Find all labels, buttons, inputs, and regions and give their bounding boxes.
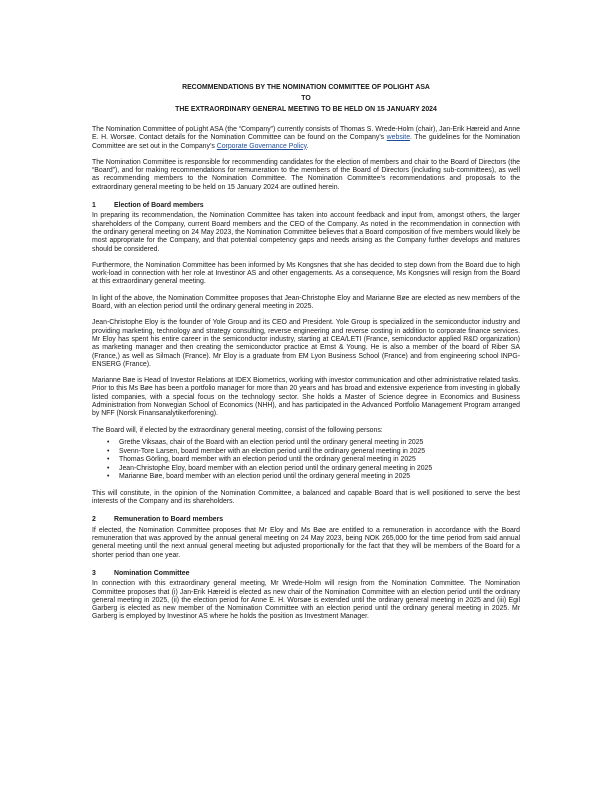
section-3-heading (92, 570, 520, 578)
section-1-number: 1 (92, 202, 96, 210)
corporate-governance-policy-link[interactable]: Corporate Governance Policy (216, 142, 307, 150)
list-item: • Thomas Görling, board member with an election period until the ordinary general meeting in 2025 (107, 456, 520, 465)
section-2-paragraph-1: If elected, the Nomination Committee proposes that Mr Eloy and Ms Bøe are entitled to a remuneration in accordance with the Board remuneration that was approved by the annual general meeting on 24 May 2023, being NOK 265,000 for the time period from said annual general meeting until the next annual general meeting but adjusted proportionally for the fact that they will be members of the Board for a shorter period than one year. (92, 526, 520, 559)
website-link[interactable]: website (386, 134, 411, 142)
section-2-heading (92, 516, 520, 524)
title-line-2: TO (301, 95, 311, 102)
intro-text-2: . The guidelines for the Nomination Committee are set out in the Company’s (92, 134, 520, 150)
section-1-paragraph-7: This will constitute, in the opinion of the Nomination Committee, a balanced and capable Board that is well positioned to serve the best interests of the Company and its shareholders. (92, 489, 520, 506)
intro-text-1: The Nomination Committee of poLight ASA (the “Company”) currently consists of Thomas S. Wrede-Holm (chair), Jan-Erik Hæreid and Anne E. H. Worsøe. Contact details for the Nomination Committee can be found on the Company’s (92, 126, 520, 142)
list-item: • Svenn-Tore Larsen, board member with an election period until the ordinary general meeting in 2025 (107, 448, 520, 457)
section-1-heading (92, 202, 520, 210)
section-3-number: 3 (92, 569, 96, 577)
section-2-number: 2 (92, 516, 96, 524)
list-item: • Grethe Viksaas, chair of the Board with an election period until the ordinary general meeting in 2025 (107, 439, 520, 448)
title-line-1: RECOMMENDATIONS BY THE NOMINATION COMMITTEE OF POLIGHT ASA (182, 84, 430, 91)
list-item: • Jean-Christophe Eloy, board member with an election period until the ordinary general meeting in 2025 (107, 465, 520, 474)
section-1-paragraph-3: In light of the above, the Nomination Committee proposes that Jean-Christophe Eloy and Marianne Bøe are elected as new members of the Board, with an election period until the ordinary general meeting in 2025. (92, 294, 520, 311)
intro-paragraph-1 (92, 126, 520, 151)
intro-paragraph-2: The Nomination Committee is responsible for recommending candidates for the election of members and chair to the Board of Directors (the “Board”), and for making recommendations for remuneration to the members of the Board of Directors (including sub-committees), as well as recommending members to the Nomination Committee. The Nomination Committee’s recommendations and proposals to the extraordinary general meeting to be held on 15 January 2024 are outlined herein. (92, 158, 520, 191)
section-3-title: Nomination Committee (114, 569, 190, 577)
document-title (92, 82, 520, 115)
section-1-paragraph-6: The Board will, if elected by the extraordinary general meeting, consist of the following persons: (92, 426, 383, 434)
section-1-paragraph-1: In preparing its recommendation, the Nomination Committee has taken into account feedback and input from, amongst others, the larger shareholders of the Company, current Board members and the CEO of the Company. As noted in the recommendation in connection with the ordinary general meeting on 24 May 2023, the Nomination Committee believes that a Board composition of five members would likely be most appropriate for the Company, and that potential competency gaps and needs arising as the Company further develops and matures should be considered. (92, 212, 520, 253)
list-item: • Marianne Bøe, board member with an election period until the ordinary general meeting in 2025 (107, 473, 520, 482)
section-1-paragraph-5: Marianne Bøe is Head of Investor Relations at IDEX Biometrics, working with investor communication and other administrative related tasks. Prior to this Ms Bøe has been a portfolio manager for more than 20 years and has broad and extensive experience from investing in globally listed companies, with a special focus on the technology sector. She holds a Master of Science degree in Economics and Business Administration from Norwegian School of Economics (NHH), and has participated in the Advanced Portfolio Management Program arranged by NFF (Norsk Finansanalytikerforening). (92, 377, 520, 418)
section-1-title: Election of Board members (114, 202, 204, 210)
section-2-title: Remuneration to Board members (114, 516, 224, 524)
title-line-3: THE EXTRAORDINARY GENERAL MEETING TO BE HELD ON 15 JANUARY 2024 (175, 106, 437, 113)
board-member-list (92, 439, 520, 482)
section-1-paragraph-2: Furthermore, the Nomination Committee has been informed by Ms Kongsnes that she has decided to step down from the Board due to high work-load in connection with her role at Investinor AS and other engagements. As a consequence, Ms Kongsnes will resign from the Board at this extraordinary general meeting. (92, 261, 520, 286)
intro-text-3: . (306, 142, 309, 150)
document-body (92, 126, 520, 630)
section-3-paragraph-1: In connection with this extraordinary general meeting, Mr Wrede-Holm will resign from the Nomination Committee. The Nomination Committee proposes that (i) Jan-Erik Hæreid is elected as new chair of the Nomination Committee with an election period until the ordinary general meeting in 2025, (ii) the election period for Anne E. H. Worsøe is extended until the ordinary general meeting in 2025 and (iii) Egil Garberg is elected as new member of the Nomination Committee with an election period until the ordinary general meeting in 2025. Mr Garberg is employed by Investinor AS where he holds the position as Investment Manager. (92, 580, 520, 621)
section-1-paragraph-4: Jean-Christophe Eloy is the founder of Yole Group and its CEO and President. Yole Group is specialized in the semiconductor industry and providing marketing, technology and strategy consulting, reverse engineering and reverse costing in addition to corporate finance services. Mr Eloy has spent his entire career in the semiconductor industry, starting at CEA/LETI (France, semiconductor applied R&D organization) as marketing manager and then creating the semiconductor practice at Ernst & Young. He is also a member of the board of Riber SA (France,) as well as Silmach (France). Mr Eloy is a graduate from EM Lyon Business School (France) and from engineering school INPG-ENSERG (France). (92, 319, 520, 368)
